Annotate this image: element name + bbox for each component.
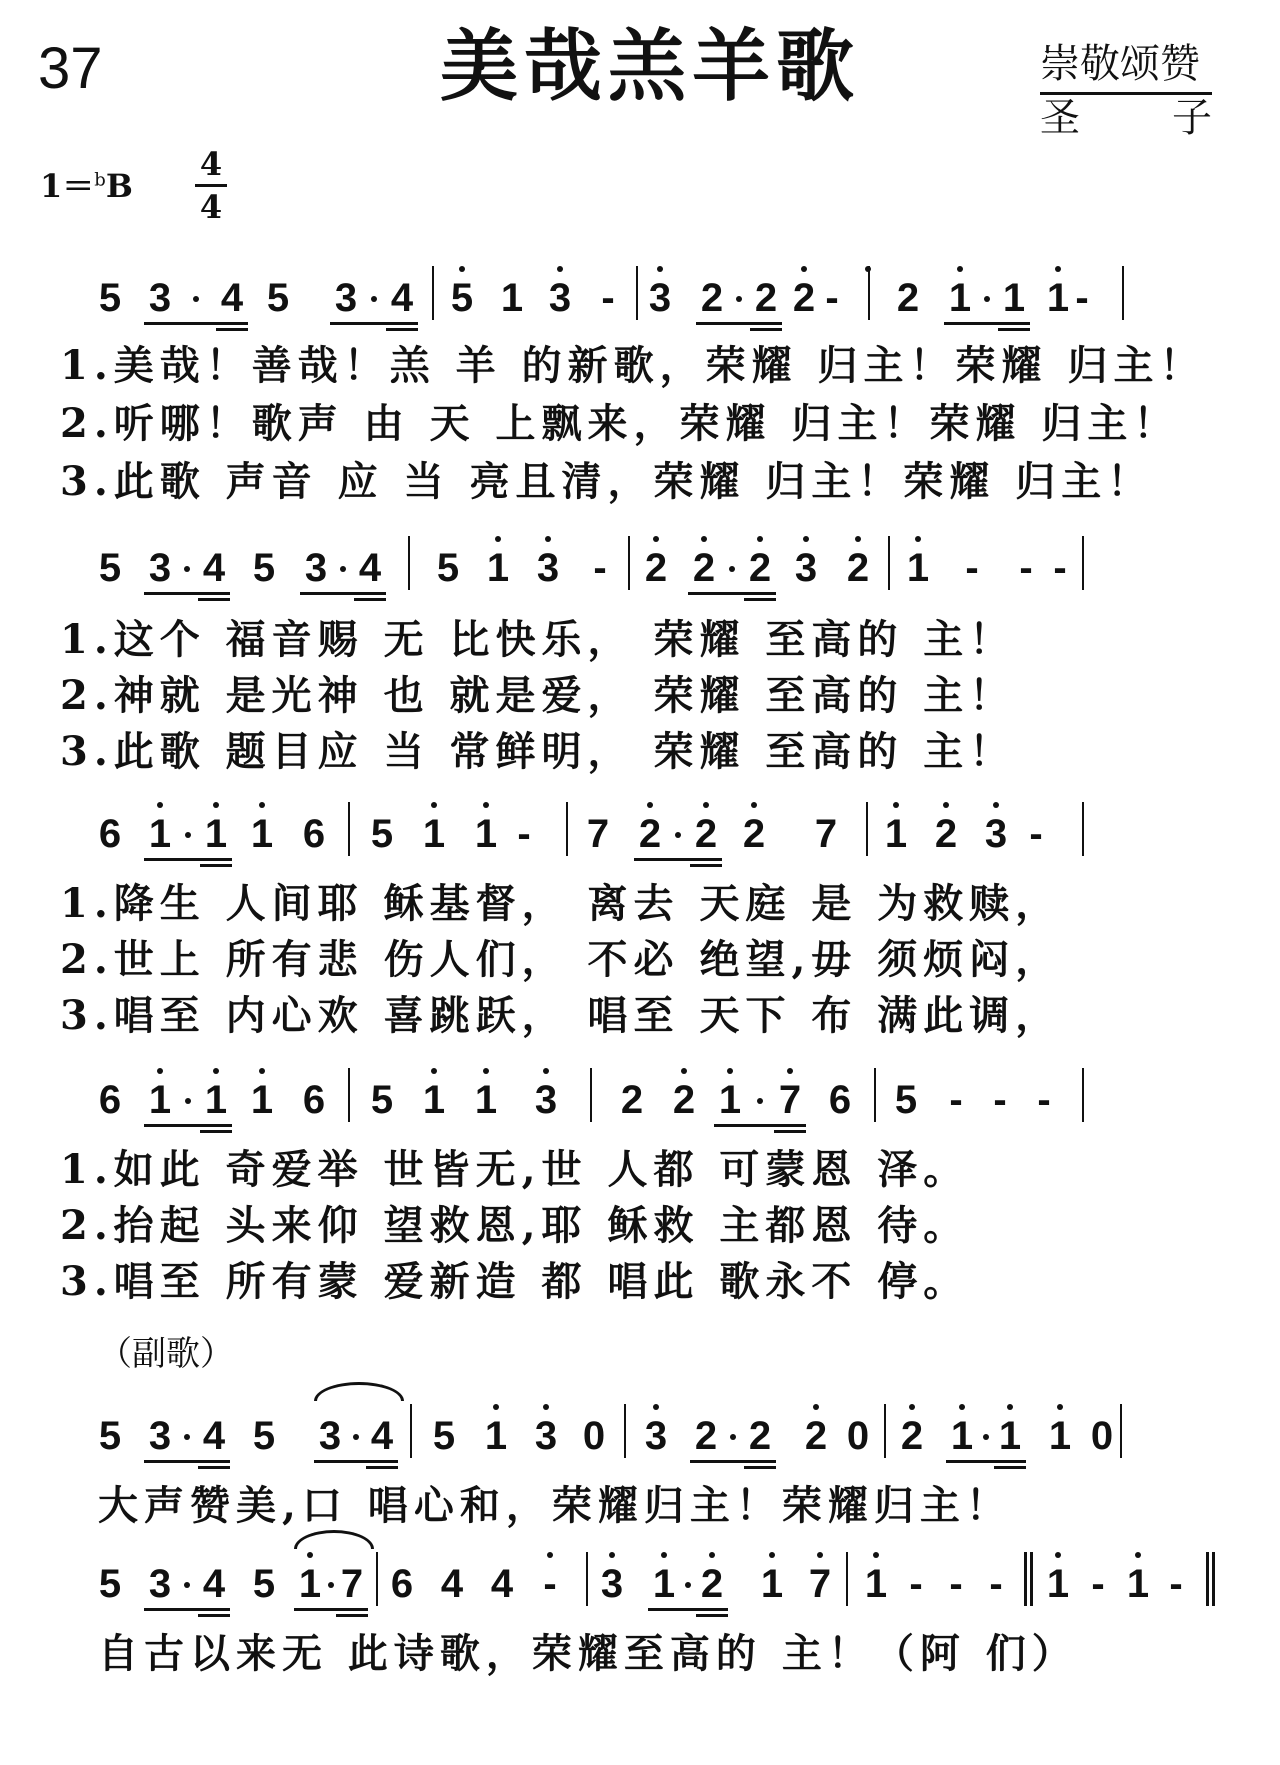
note: 3 [148, 1562, 172, 1606]
beam-line [200, 1130, 232, 1133]
beam-line [690, 1460, 776, 1463]
octave-dot [817, 1552, 823, 1558]
notation-row [0, 1400, 1280, 1460]
note: 2 [748, 546, 772, 590]
key-prefix: 1＝ [40, 167, 95, 205]
octave-dot [157, 802, 163, 808]
dash-extension: - [949, 1562, 963, 1606]
note: 3 [794, 546, 818, 590]
note: 3 [334, 276, 358, 320]
hymn-category: 崇敬颂赞 [1040, 41, 1200, 87]
octave-dot [157, 1068, 163, 1074]
note: 2 [694, 1414, 718, 1458]
note: 2 [694, 812, 718, 856]
note: 4 [390, 276, 414, 320]
octave-dot [1055, 266, 1061, 272]
octave-dot [431, 1068, 437, 1074]
dash-extension: - [909, 1562, 923, 1606]
dash-extension: - [989, 1562, 1003, 1606]
beam-line [144, 858, 232, 861]
barline [866, 802, 868, 856]
beam-line [744, 598, 776, 601]
note: 2 [846, 546, 870, 590]
octave-dot [873, 1552, 879, 1558]
barline [376, 1552, 378, 1606]
beam-line [944, 322, 1030, 325]
beam-line [696, 322, 782, 325]
dash-extension: - [1037, 1078, 1051, 1122]
beam-line [648, 1608, 728, 1611]
note: 3 [600, 1562, 624, 1606]
note: 1 [950, 1414, 974, 1458]
octave-dot [609, 1552, 615, 1558]
beam-line [336, 1614, 368, 1617]
augmentation-dot [184, 1434, 190, 1440]
note: 6 [828, 1078, 852, 1122]
dash-extension: - [1091, 1562, 1105, 1606]
octave-dot [307, 1552, 313, 1558]
note: 3 [648, 276, 672, 320]
octave-dot [493, 1404, 499, 1410]
octave-dot [213, 1068, 219, 1074]
note: 5 [252, 1562, 276, 1606]
notation-row [0, 532, 1280, 592]
octave-dot [769, 1552, 775, 1558]
beam-line [330, 322, 418, 325]
note: 4 [202, 1562, 226, 1606]
note: 3 [984, 812, 1008, 856]
beam-line [198, 598, 230, 601]
barline [408, 536, 410, 590]
beam-line [774, 1130, 806, 1133]
note: 6 [98, 812, 122, 856]
augmentation-dot [184, 1582, 190, 1588]
note: 5 [370, 812, 394, 856]
note: 1 [474, 812, 498, 856]
note: 1 [998, 1414, 1022, 1458]
augmentation-dot [328, 1582, 334, 1588]
augmentation-dot [185, 1098, 191, 1104]
octave-dot [657, 266, 663, 272]
note: 1 [948, 276, 972, 320]
lyric-line: 1.如此 奇爱举 世皆无,世 人都 可蒙恩 泽。 [60, 1146, 970, 1193]
lyric-line: 1.这个 福音赐 无 比快乐， 荣耀 至高的 主！ [60, 616, 1016, 663]
note: 3 [534, 1078, 558, 1122]
octave-dot [1135, 1552, 1141, 1558]
barline [590, 1068, 592, 1122]
octave-dot [751, 802, 757, 808]
octave-dot [909, 1404, 915, 1410]
note: 3 [304, 546, 328, 590]
note: 6 [98, 1078, 122, 1122]
beam-line [386, 328, 418, 331]
octave-dot [803, 536, 809, 542]
note: 3 [548, 276, 572, 320]
note: 5 [98, 1414, 122, 1458]
barline [566, 802, 568, 856]
note: 6 [302, 1078, 326, 1122]
octave-dot [543, 1068, 549, 1074]
note: 2 [672, 1078, 696, 1122]
note: 2 [742, 812, 766, 856]
beam-line [144, 592, 230, 595]
barline [410, 1404, 412, 1458]
note: 7 [778, 1078, 802, 1122]
note: 7 [808, 1562, 832, 1606]
note: 6 [302, 812, 326, 856]
octave-dot [801, 266, 807, 272]
augmentation-dot [675, 832, 681, 838]
beam-line [294, 1608, 368, 1611]
note: 2 [700, 1562, 724, 1606]
note: 1 [204, 812, 228, 856]
beam-line [144, 322, 248, 325]
augmentation-dot [984, 296, 990, 302]
dash-extension: - [825, 276, 839, 320]
beam-line [144, 1460, 230, 1463]
notation-row [0, 262, 1280, 322]
time-sig-bar [195, 184, 227, 187]
note: 5 [436, 546, 460, 590]
lyric-line: 1.降生 人间耶 稣基督， 离去 天庭 是 为救赎， [60, 880, 1062, 927]
note: 6 [390, 1562, 414, 1606]
note: 5 [252, 1414, 276, 1458]
note: 5 [252, 546, 276, 590]
beam-line [198, 1466, 230, 1469]
note: 7 [340, 1562, 364, 1606]
barline [348, 802, 350, 856]
beam-line [744, 1466, 776, 1469]
octave-dot [213, 802, 219, 808]
beam-line [200, 864, 232, 867]
note: 0 [846, 1414, 870, 1458]
hymn-subcategory [1040, 95, 1212, 141]
barline [586, 1552, 588, 1606]
octave-dot [915, 536, 921, 542]
octave-dot [1007, 1404, 1013, 1410]
note: 2 [804, 1414, 828, 1458]
octave-dot [813, 1404, 819, 1410]
hymn-number: 37 [38, 36, 103, 101]
key-letter: B [105, 167, 133, 205]
beam-line [314, 1460, 398, 1463]
lyric-line: 3.唱至 内心欢 喜跳跃， 唱至 天下 布 满此调， [60, 992, 1062, 1039]
octave-dot [1055, 1552, 1061, 1558]
barline [628, 536, 630, 590]
note: 2 [644, 546, 668, 590]
beam-line [144, 1124, 232, 1127]
barline [868, 266, 870, 320]
octave-dot [855, 536, 861, 542]
augmentation-dot [340, 566, 346, 572]
double-barline [1024, 1552, 1033, 1606]
octave-dot [959, 1404, 965, 1410]
barline [1082, 1068, 1084, 1122]
octave-dot [547, 1552, 553, 1558]
octave-dot [431, 802, 437, 808]
note: 5 [432, 1414, 456, 1458]
barline [884, 1404, 886, 1458]
note: 2 [620, 1078, 644, 1122]
note: 3 [318, 1414, 342, 1458]
octave-dot [495, 536, 501, 542]
notation-row [0, 798, 1280, 858]
beam-line [216, 328, 248, 331]
note: 1 [298, 1562, 322, 1606]
beam-line [354, 598, 386, 601]
note: 1 [864, 1562, 888, 1606]
note: 5 [370, 1078, 394, 1122]
augmentation-dot [371, 296, 377, 302]
flat-sign: b [94, 169, 106, 191]
octave-dot [943, 802, 949, 808]
barline [874, 1068, 876, 1122]
augmentation-dot [730, 1434, 736, 1440]
note: 2 [900, 1414, 924, 1458]
octave-dot [545, 536, 551, 542]
dash-extension: - [593, 546, 607, 590]
note: 3 [148, 546, 172, 590]
note: 2 [792, 276, 816, 320]
note: 1 [1046, 1562, 1070, 1606]
note: 2 [748, 1414, 772, 1458]
lyric-line: 2.抬起 头来仰 望救恩,耶 稣救 主都恩 待。 [60, 1202, 970, 1249]
barline [636, 266, 638, 320]
note: 5 [98, 546, 122, 590]
octave-dot [647, 802, 653, 808]
note: 1 [718, 1078, 742, 1122]
beam-line [750, 328, 782, 331]
octave-dot [893, 802, 899, 808]
note: 1 [1002, 276, 1026, 320]
beam-line [946, 1460, 1026, 1463]
beam-line [994, 1466, 1026, 1469]
beam-line [634, 858, 722, 861]
note: 4 [490, 1562, 514, 1606]
octave-dot [703, 802, 709, 808]
note: 1 [484, 1414, 508, 1458]
octave-dot [653, 1404, 659, 1410]
barline [888, 536, 890, 590]
octave-dot [259, 802, 265, 808]
dash-extension: - [1053, 546, 1067, 590]
octave-dot [709, 1552, 715, 1558]
barline [1082, 536, 1084, 590]
barline [1122, 266, 1124, 320]
beam-line [998, 328, 1030, 331]
dash-extension: - [1019, 546, 1033, 590]
octave-dot [661, 1552, 667, 1558]
beam-line [688, 592, 776, 595]
barline [348, 1068, 350, 1122]
octave-dot [483, 802, 489, 808]
note: 5 [98, 276, 122, 320]
octave-dot [681, 1068, 687, 1074]
augmentation-dot [736, 296, 742, 302]
lyric-line: 3.此歌 声音 应 当 亮且清，荣耀 归主！荣耀 归主！ [60, 458, 1154, 505]
octave-dot [459, 266, 465, 272]
octave-dot [1057, 1404, 1063, 1410]
note: 5 [894, 1078, 918, 1122]
tie-arc [294, 1530, 374, 1549]
augmentation-dot [193, 296, 199, 302]
lyric-line: 1.美哉！善哉！羔 羊 的新歌，荣耀 归主！荣耀 归主！ [60, 342, 1206, 389]
augmentation-dot [685, 1582, 691, 1588]
note: 3 [536, 546, 560, 590]
dash-extension: - [949, 1078, 963, 1122]
note: 4 [440, 1562, 464, 1606]
octave-dot [957, 266, 963, 272]
augmentation-dot [353, 1434, 359, 1440]
note: 1 [486, 546, 510, 590]
note: 7 [814, 812, 838, 856]
note: 1 [422, 1078, 446, 1122]
lyric-line: 大声赞美,口 唱心和，荣耀归主！荣耀归主！ [98, 1482, 1012, 1529]
note: 5 [450, 276, 474, 320]
beam-line [696, 1614, 728, 1617]
note: 2 [638, 812, 662, 856]
octave-dot [993, 802, 999, 808]
octave-dot [701, 536, 707, 542]
note: 2 [700, 276, 724, 320]
note: 3 [534, 1414, 558, 1458]
notation-row [0, 1064, 1280, 1124]
note: 1 [1048, 1414, 1072, 1458]
beam-line [690, 864, 722, 867]
augmentation-dot [757, 1098, 763, 1104]
note: 2 [896, 276, 920, 320]
note: 5 [266, 276, 290, 320]
subcategory-char: 圣 [1040, 95, 1080, 141]
note: 1 [204, 1078, 228, 1122]
octave-dot [259, 1068, 265, 1074]
note: 1 [1046, 276, 1070, 320]
octave-dot [543, 1404, 549, 1410]
note: 2 [754, 276, 778, 320]
lyric-line: 2.世上 所有悲 伤人们， 不必 绝望,毋 须烦闷， [60, 936, 1062, 983]
barline [1082, 802, 1084, 856]
note: 4 [358, 546, 382, 590]
note: 3 [148, 276, 172, 320]
double-barline [1206, 1552, 1215, 1606]
note: 0 [1090, 1414, 1114, 1458]
note: 3 [644, 1414, 668, 1458]
octave-dot [757, 536, 763, 542]
hymn-title: 美哉羔羊歌 [440, 21, 861, 112]
chorus-label: （副歌） [98, 1334, 234, 1374]
octave-dot [653, 536, 659, 542]
key-signature [40, 167, 133, 205]
dash-extension: - [1169, 1562, 1183, 1606]
dash-extension: - [1075, 276, 1089, 320]
beam-line [144, 1608, 230, 1611]
lyric-line: 自古以来无 此诗歌，荣耀至高的 主！（阿 们） [98, 1630, 1078, 1677]
barline [432, 266, 434, 320]
note: 1 [1126, 1562, 1150, 1606]
lyric-line: 2.神就 是光神 也 就是爱， 荣耀 至高的 主！ [60, 672, 1016, 719]
octave-dot [557, 266, 563, 272]
note: 1 [906, 546, 930, 590]
dash-extension: - [517, 812, 531, 856]
dash-extension: - [1029, 812, 1043, 856]
note: 3 [148, 1414, 172, 1458]
note: 1 [652, 1562, 676, 1606]
note: 1 [250, 1078, 274, 1122]
note: 1 [250, 812, 274, 856]
augmentation-dot [983, 1434, 989, 1440]
dash-extension: - [965, 546, 979, 590]
augmentation-dot [185, 832, 191, 838]
time-signature [195, 145, 227, 226]
lyric-line: 3.此歌 题目应 当 常鲜明， 荣耀 至高的 主！ [60, 728, 1016, 775]
dash-extension: - [993, 1078, 1007, 1122]
note: 4 [220, 276, 244, 320]
note: 4 [202, 1414, 226, 1458]
note: 1 [474, 1078, 498, 1122]
subcategory-char: 子 [1172, 95, 1212, 141]
note: 5 [98, 1562, 122, 1606]
note: 2 [934, 812, 958, 856]
octave-dot [727, 1068, 733, 1074]
notation-row [0, 1548, 1280, 1608]
octave-dot [865, 266, 871, 272]
dash-extension: - [601, 276, 615, 320]
octave-dot [483, 1068, 489, 1074]
time-sig-bottom: 4 [199, 188, 223, 226]
augmentation-dot [729, 566, 735, 572]
note: 1 [148, 1078, 172, 1122]
octave-dot [787, 1068, 793, 1074]
note: 1 [148, 812, 172, 856]
time-sig-top: 4 [199, 145, 223, 183]
note: 1 [884, 812, 908, 856]
note: 1 [422, 812, 446, 856]
lyric-line: 3.唱至 所有蒙 爱新造 都 唱此 歌永不 停。 [60, 1258, 970, 1305]
barline [624, 1404, 626, 1458]
tie-arc [314, 1382, 404, 1401]
note: 0 [582, 1414, 606, 1458]
note: 4 [370, 1414, 394, 1458]
barline [846, 1552, 848, 1606]
beam-line [198, 1614, 230, 1617]
note: 4 [202, 546, 226, 590]
barline [1120, 1404, 1122, 1458]
augmentation-dot [184, 566, 190, 572]
dash-extension: - [543, 1562, 557, 1606]
note: 1 [500, 276, 524, 320]
note: 2 [692, 546, 716, 590]
note: 1 [760, 1562, 784, 1606]
lyric-line: 2.听哪！歌声 由 天 上飘来，荣耀 归主！荣耀 归主！ [60, 400, 1180, 447]
beam-line [300, 592, 386, 595]
note: 7 [586, 812, 610, 856]
beam-line [366, 1466, 398, 1469]
beam-line [714, 1124, 806, 1127]
